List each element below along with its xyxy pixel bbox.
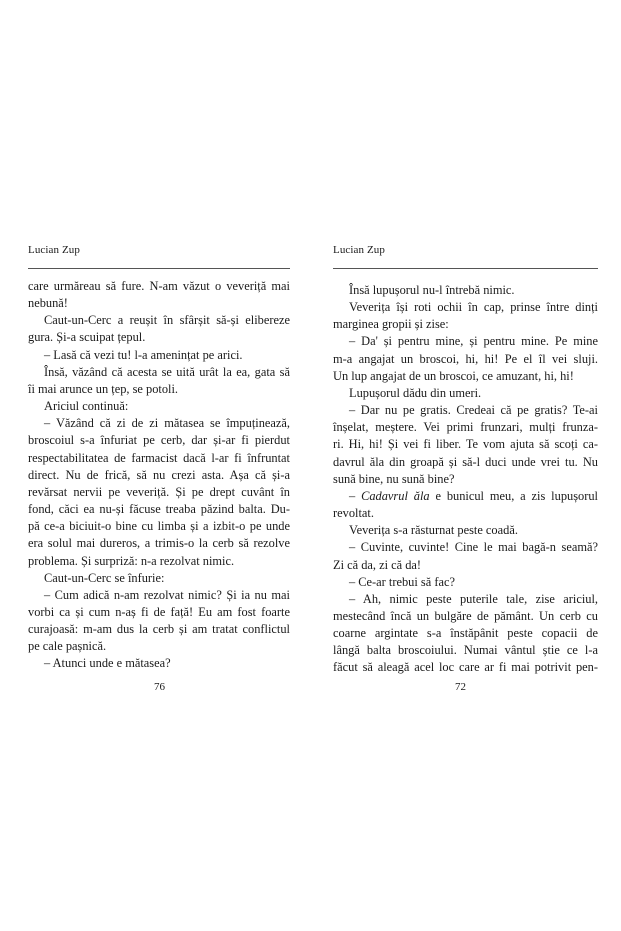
text-line: Zi că da, zi că da! — [333, 557, 422, 572]
text-line: vorbi ca și cum n-aș fi de față! Eu am fost foarte — [28, 604, 290, 619]
running-header-right: Lucian Zup — [333, 244, 386, 256]
text-line: Însă lupușorul nu-l întrebă nimic. — [349, 283, 515, 297]
text-line: – Cuvinte, cuvinte! Cine le mai bagă-n seamă? — [349, 540, 598, 555]
text-line: curajoasă: m-am dus la cerb și am tratat conflictul — [28, 622, 290, 637]
text-line: – Da' și pentru mine, și pentru mine. Pe mine — [349, 334, 598, 349]
text-line: făcut să aleagă acel loc care ar fi mai potrivit pen- — [333, 660, 598, 675]
text-line: sună bine, nu sună bine? — [333, 471, 455, 486]
italic-phrase: Cadavrul ăla — [361, 488, 430, 503]
header-rule-left — [28, 268, 290, 269]
text-line: nebună! — [28, 296, 68, 311]
text-line: – Ce-ar trebui să fac? — [349, 574, 455, 589]
text-line: revoltat. — [333, 506, 374, 521]
text-line: care urmăreau să fure. N-am văzut o veveriță mai — [28, 279, 290, 293]
text-line: direct. Nu de frică, să nu crezi asta. Așa că și-a — [28, 467, 290, 482]
text-line: mestecând încă un bulgăre de pământ. Un cerb cu — [333, 608, 598, 623]
text-line: – Atunci unde e mătasea? — [44, 656, 171, 671]
text-line: Însă, văzând că acesta se uită urât la ea, gata să — [44, 364, 290, 379]
text-line: – Văzând că zi de zi mătasea se împuținează, — [44, 416, 290, 431]
text-line: lângă balta broscoiului. Numai vântul știe ce l-a — [333, 643, 598, 658]
header-rule-right — [333, 268, 598, 269]
text-line: marginea gropii și zise: — [333, 317, 449, 332]
text-line: Veverița s-a răsturnat peste coadă. — [349, 523, 518, 538]
text-line: Lupușorul dădu din umeri. — [349, 385, 482, 400]
text-line: – Dar nu pe gratis. Credeai că pe gratis? Te-ai — [349, 403, 598, 418]
text-line: pă ce-a biciuit-o bine cu limba și a izbit-o pe unde — [28, 519, 290, 534]
running-header-left: Lucian Zup — [28, 244, 81, 256]
text-line: – Ah, nimic peste puterile tale, zise ariciul, — [349, 591, 598, 606]
text-line: – Lasă că vezi tu! l-a amenințat pe arici. — [44, 347, 243, 362]
body-text-right — [333, 282, 598, 677]
page-number-right: 72 — [455, 681, 466, 693]
text-line: Caut-un-Cerc a reușit în sfârșit să-și elibereze — [44, 313, 290, 328]
text-line: Ariciul continuă: — [44, 399, 129, 414]
text-line: problema. Și surpriză: n-a rezolvat nimic. — [28, 553, 235, 568]
text-line: ri. Hi, hi! Și vei fi liber. Te vom ajuta să scoți ca- — [333, 437, 598, 452]
text-line: revărsat nervii pe veveriță. Și pe drept cuvânt în — [28, 484, 290, 499]
text-line: broscoiul s-a înfuriat pe cerb, dar și-ar fi pierdut — [28, 433, 290, 448]
text-line: respectabilitatea de farmacist dacă l-ar fi înfruntat — [28, 450, 290, 465]
text-line: îi mai arunce un țep, se potoli. — [28, 381, 179, 396]
text-line: fond, căci ea nu-și făcuse treaba păzind balta. Du- — [28, 502, 290, 517]
body-text-left — [28, 278, 290, 673]
text-line: pe cale pașnică. — [28, 639, 107, 654]
text-line: gura. Și-a scuipat țepul. — [28, 330, 146, 345]
text-line: Caut-un-Cerc se înfurie: — [44, 570, 165, 585]
text-line: – Cum adică n-am rezolvat nimic? Și ia nu mai — [44, 587, 290, 602]
text-line: davrul ăla din groapă și să-l duci unde vrei tu. Nu — [333, 454, 598, 469]
text-line: Un lup angajat de un broscoi, ce amuzant, hi, hi! — [333, 368, 574, 383]
text-line: înșelat, meștere. Vei primi frunzari, mulți frunza- — [333, 420, 598, 435]
text-line: – Cadavrul ăla e bunicul meu, a zis lupușorul — [349, 488, 598, 503]
page-number-left: 76 — [154, 681, 165, 693]
text-line: era solul mai dureros, a trimis-o la cerb să rezolve — [28, 536, 290, 551]
text-line: Veverița își roti ochii în cap, prinse între dinți — [349, 300, 598, 315]
text-line: m-a angajat un broscoi, hi, hi! Pe el îl vei sluji. — [333, 351, 598, 366]
text-line: coarne argintate s-a înstăpânit peste copacii de — [333, 626, 598, 641]
